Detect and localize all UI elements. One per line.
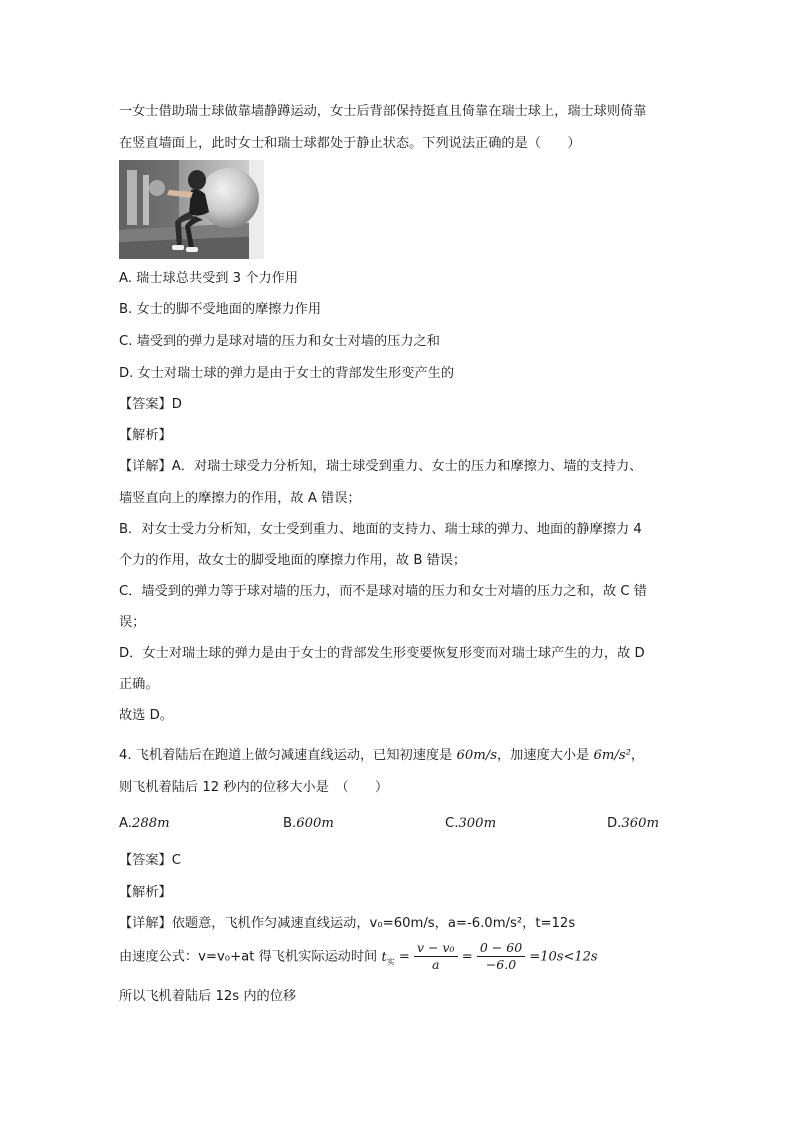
q4-formula-line	[119, 940, 598, 979]
q3-option-b: B. 女士的脚不受地面的摩擦力作用	[119, 302, 322, 317]
q4-option-letter: D.	[607, 816, 622, 831]
q3-detail-line: B．对女士受力分析知，女士受到重力、地面的支持力、瑞士球的弹力、地面的静摩擦力 4	[119, 522, 642, 537]
q3-option-a: A. 瑞士球总共受到 3 个力作用	[119, 271, 299, 286]
q4-detail-line1: 【详解】依题意，飞机作匀减速直线运动，v₀=60m/s，a=-6.0m/s²，t=12s	[119, 916, 576, 931]
q4-stem-line2: 则飞机着陆后 12 秒内的位移大小是 （ ）	[119, 780, 389, 795]
q4-formula-prefix: 由速度公式：v=v₀+at 得飞机实际运动时间	[119, 949, 378, 965]
fraction-denominator: a	[432, 957, 440, 972]
q4-option-letter: B.	[283, 816, 297, 831]
q4-option-d	[607, 815, 659, 833]
q4-answer: 【答案】C	[119, 853, 181, 868]
q4-initial-velocity: 60m/s	[456, 748, 497, 763]
q4-options-row	[0, 815, 794, 833]
q4-stem-text-a: 4. 飞机着陆后在跑道上做匀减速直线运动，已知初速度是	[119, 748, 457, 763]
q4-analysis-label: 【解析】	[119, 885, 172, 900]
q3-detail-line: 墙竖直向上的摩擦力的作用，故 A 错误；	[119, 491, 361, 506]
fraction-denominator: −6.0	[485, 957, 517, 972]
q4-option-value: 600m	[296, 816, 334, 831]
q4-fraction-1	[414, 940, 458, 973]
fraction-numerator: 0 − 60	[477, 940, 525, 957]
q3-detail-line: D．女士对瑞士球的弹力是由于女士的背部发生形变要恢复形变而对瑞士球产生的力，故 D	[119, 646, 645, 661]
q3-option-c: C. 墙受到的弹力是球对墙的压力和女士对墙的压力之和	[119, 334, 440, 349]
q3-option-d: D. 女士对瑞士球的弹力是由于女士的背部发生形变产生的	[119, 366, 455, 381]
q4-option-c	[445, 815, 496, 833]
q4-formula-result: =10s<12s	[529, 949, 598, 965]
equals-sign: =	[398, 949, 410, 965]
q3-detail-line: C．墙受到的弹力等于球对墙的压力，而不是球对墙的压力和女士对墙的压力之和，故 C 错	[119, 584, 647, 599]
q3-detail-line: 正确。	[119, 677, 159, 692]
q3-detail-line: 个力的作用，故女士的脚受地面的摩擦力作用，故 B 错误；	[119, 553, 467, 568]
equals-sign: =	[461, 949, 473, 965]
q3-stem-line1: 一女士借助瑞士球做靠墙静蹲运动，女士后背部保持挺直且倚靠在瑞士球上，瑞士球则倚靠	[119, 104, 647, 119]
q3-stem-line2: 在竖直墙面上，此时女士和瑞士球都处于静止状态。下列说法正确的是（ ）	[119, 136, 581, 151]
q4-option-value: 300m	[458, 816, 497, 831]
q4-acceleration: 6m/s²	[593, 748, 631, 763]
q4-option-value: 360m	[621, 816, 660, 831]
q4-option-a	[119, 815, 170, 833]
fraction-numerator: v − v₀	[414, 940, 458, 957]
q4-stem-line1	[119, 747, 644, 765]
formula-t-symbol: t	[381, 949, 387, 965]
q4-fraction-2	[477, 940, 525, 973]
q4-option-b	[283, 815, 334, 833]
q3-detail-line: 【详解】A．对瑞士球受力分析知，瑞士球受到重力、女士的压力和摩擦力、墙的支持力、	[119, 459, 643, 474]
q3-answer: 【答案】D	[119, 397, 182, 412]
q4-last-line: 所以飞机着陆后 12s 内的位移	[119, 989, 297, 1004]
q3-detail-line: 故选 D。	[119, 708, 173, 723]
q3-detail-line: 误；	[119, 615, 146, 630]
q4-option-value: 288m	[131, 816, 170, 831]
q4-option-letter: C.	[445, 816, 459, 831]
q4-stem-text-b: ，加速度大小是	[496, 748, 594, 763]
formula-t-subscript: 实	[386, 957, 395, 967]
swiss-ball-photo	[119, 160, 264, 259]
q4-formula-t	[381, 950, 394, 965]
q3-analysis-label: 【解析】	[119, 428, 172, 443]
q4-stem-text-c: ，	[630, 748, 645, 763]
q4-option-letter: A.	[119, 816, 132, 831]
